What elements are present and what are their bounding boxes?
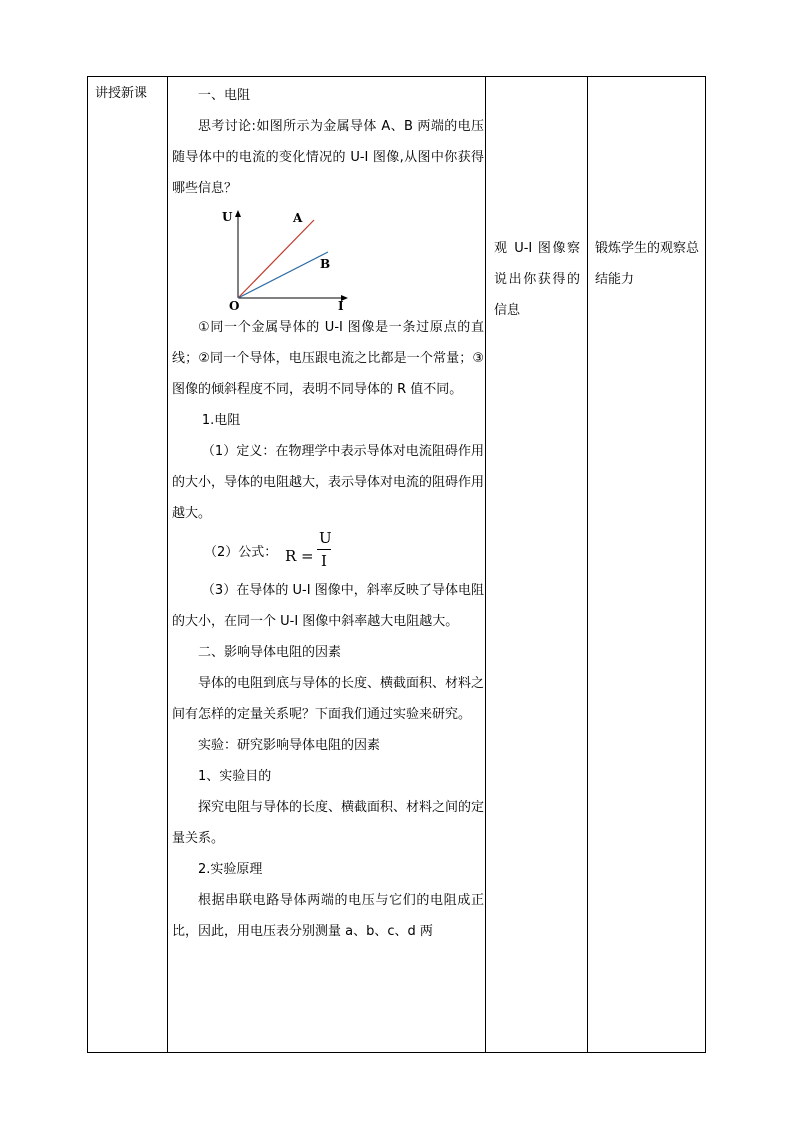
design-intent: 锻炼学生的观察总结能力 [595,241,700,287]
lesson-content [172,80,484,947]
ui-graph-figure [172,204,484,312]
line-a [238,220,314,298]
formula-denominator: I [321,552,327,570]
think-paragraph: 思考讨论:如图所示为金属导体 A、B 两端的电压随导体中的电流的变化情况的 U-I 图像,从图中你获得哪些信息？ [172,119,484,196]
section-heading: 一、电阻 [198,88,251,103]
factor-paragraph: 导体的电阻到底与导体的长度、横截面积、材料之间有怎样的定量关系呢？下面我们通过实验来研究。 [172,676,485,722]
principle-paragraph: 根据串联电路导体两端的电压与它们的电阻成正比，因此，用电压表分别测量 a、b、c、d 两 [172,893,484,939]
y-axis-label: U [222,210,233,224]
aim-paragraph: 探究电阻与导体的长度、横截面积、材料之间的定量关系。 [172,800,485,846]
line-b [238,252,331,298]
formula-row [172,529,484,575]
line-a-label: A [293,211,303,225]
aim-title: 1、实验目的 [198,769,272,784]
definition-paragraph: （1）定义：在物理学中表示导体对电流阻碍作用的大小，导体的电阻越大，表示导体对电流的阻碍作用越大。 [172,444,485,521]
experiment-title: 实验：研究影响导体电阻的因素 [198,738,381,753]
formula-lhs: R = [285,547,314,565]
column-divider [485,76,486,1053]
y-axis-arrow [235,210,241,217]
x-axis-label: I [338,299,344,310]
line-b-label: B [320,257,331,271]
principle-title: 2.实验原理 [198,862,263,877]
slope-paragraph: （3）在导体的 U-I 图像中，斜率反映了导体电阻的大小，在同一个 U-I 图像中斜率越大电阻越大。 [172,583,484,629]
section-heading-2: 二、影响导体电阻的因素 [198,645,342,660]
row-label: 讲授新课 [95,86,148,101]
observation-paragraph: ①同一个金属导体的 U-I 图像是一条过原点的直线；②同一个导体，电压跟电流之比都是一个常量；③图像的倾斜程度不同，表明不同导体的 R 值不同。 [172,320,484,397]
formula-label: （2）公式： [204,545,278,560]
origin-label: O [229,299,240,310]
column-divider [587,76,588,1053]
ui-graph [220,206,350,310]
column-divider [167,76,168,1053]
subheading-resistance: 1.电阻 [201,413,241,428]
formula-numerator: U [319,529,332,547]
student-activity: 观 U-I 图像察说出你获得的信息 [494,241,580,318]
